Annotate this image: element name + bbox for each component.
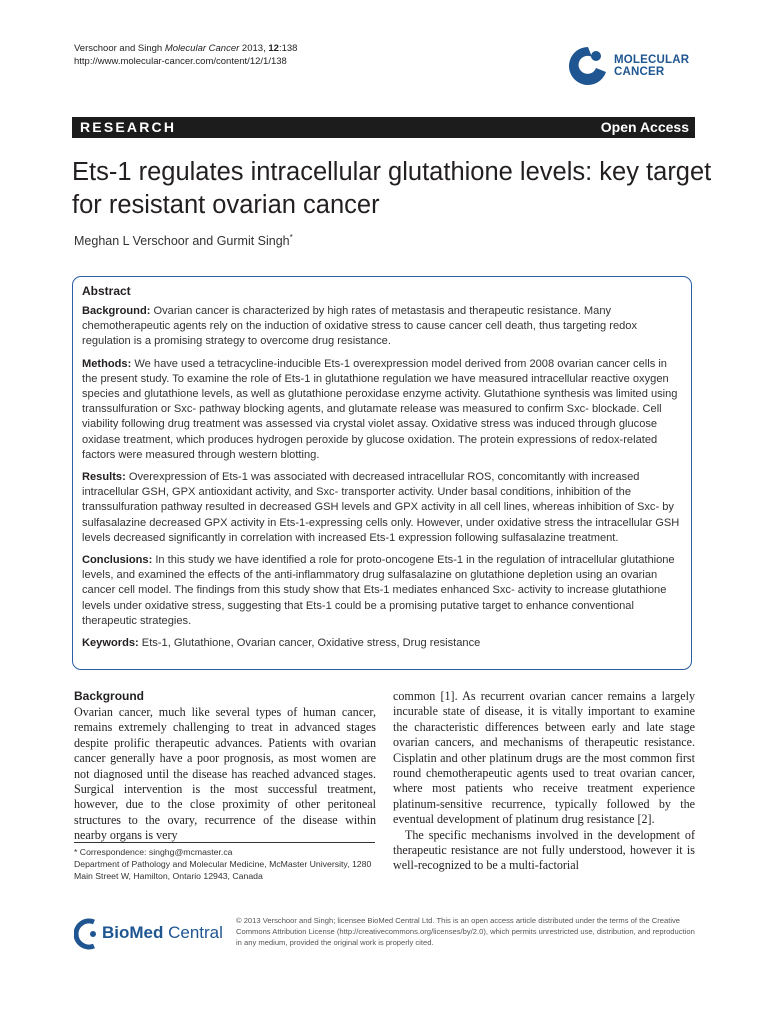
journal-name: Molecular Cancer (164, 43, 240, 54)
abstract-background (82, 304, 682, 350)
abstract-keywords (82, 636, 682, 651)
section-label: Keywords: (82, 637, 139, 650)
article-url[interactable]: http://www.molecular-cancer.com/content/12/1/138 (74, 56, 287, 67)
author-list (74, 233, 293, 248)
biomed-central-logo (74, 918, 224, 950)
correspondence-email[interactable]: * Correspondence: singhg@mcmaster.ca (74, 847, 233, 857)
abstract-results (82, 470, 682, 546)
abstract-methods (82, 357, 682, 463)
citation-year: 2013, (239, 43, 269, 54)
biomed-central-wordmark (102, 923, 223, 943)
background-heading-wrap (74, 689, 144, 704)
section-text: Overexpression of Ets-1 was associated with decreased intracellular ROS, concomitantly with increased intracellular GSH, GPX antioxidant activity, and Sxc- transporter activity. Under basal conditions, inhibition of the transsulfuration pathway resulted in decreased GSH levels and GPX activity in all cell lines, whereas inhibition of Sxc- by sulfasalazine decreased GPX activity in Ets-1-expressing cells only. However, under oxidative stress the intracellular GSH levels decreased significantly in correlation with increased Ets-1 expression following sulfasalazine treatment. (82, 471, 680, 544)
footnote (74, 846, 384, 882)
footnote-rule (74, 842, 375, 843)
logo-line-2: CANCER (614, 66, 665, 78)
author-affiliation: Department of Pathology and Molecular Medicine, McMaster University, 1280 Main Street W, Hamilton, Ontario 12943, Canada (74, 859, 372, 881)
section-text: Ovarian cancer is characterized by high rates of metastasis and therapeutic resistance. Many chemotherapeutic agents rely on the induction of oxidative stress to cause cancer cell death, thus targeting redox regulation is a promising strategy to overcome drug resistance. (82, 305, 638, 348)
body-paragraph: common [1]. As recurrent ovarian cancer remains a largely incurable state of disease, it is vitally important to examine the characteristic differences between early and late stage ovarian cancers, and mechanisms of therapeutic resistance. Cisplatin and other platinum drugs are the most common first round chemotherapeutic agents used to treat ovarian cancer, where most patients who receive treatment experience platinum-sensitive recurrence, typically followed by the eventual development of platinum drug resistance [2]. (393, 689, 695, 827)
abstract-heading: Abstract (82, 284, 131, 298)
section-label: Methods: (82, 357, 132, 370)
section-label: Results: (82, 471, 126, 484)
abstract-box (72, 276, 692, 670)
citation-volume: 12 (268, 43, 279, 54)
citation-authors: Verschoor and Singh (74, 43, 165, 54)
article-type-bar (72, 117, 695, 138)
molecular-cancer-logo (566, 44, 696, 88)
article-type-label: RESEARCH (80, 119, 177, 135)
wordmark-bold: BioMed (102, 923, 164, 942)
license-text: © 2013 Verschoor and Singh; licensee BioMed Central Ltd. This is an open access article distributed under the terms of the Creative Commons Attribution License (http://creativecommons.org/licenses/by/2.0), which permits unrestricted use, distribution, and reproduction in any medium, provided the original work is properly cited. (236, 916, 695, 947)
abstract-conclusions (82, 553, 682, 629)
corresponding-author-mark: * (289, 233, 293, 242)
citation-pages: :138 (278, 43, 298, 54)
body-column-left (74, 705, 376, 844)
section-text: In this study we have identified a role for proto-oncogene Ets-1 in the regulation of intracellular glutathione levels, and examined the effects of the anti-inflammatory drug sulfasalazine on glutathione depletion using an ovarian cancer cell model. The findings from this study show that Ets-1 mediates enhanced Sxc- activity to increase glutathione levels under oxidative stress, suggesting that Ets-1 could be a promising putative target to enhance conventional therapeutic strategies. (82, 554, 675, 627)
body-paragraph: The specific mechanisms involved in the development of therapeutic resistance are not fully understood, however it is well-recognized to be a multi-factorial (393, 827, 695, 873)
logo-text (614, 54, 689, 78)
citation-header (74, 42, 297, 68)
section-text: Ets-1, Glutathione, Ovarian cancer, Oxidative stress, Drug resistance (138, 637, 481, 650)
body-paragraph: Ovarian cancer, much like several types of human cancer, remains extremely challenging to treat in advanced stages despite prolific therapeutic advances. Patients with ovarian cancer generally have a poor prognosis, as most women are not diagnosed until the disease has reached advanced stages. Surgical intervention is the most successful treatment, however, due to the close proximity of other peritoneal structures to the ovary, recurrence of the disease within nearby organs is very (74, 705, 376, 843)
section-label: Conclusions: (82, 554, 153, 567)
logo-line-1: MOLECULAR (614, 54, 690, 66)
article-title: Ets-1 regulates intracellular glutathione levels: key target for resistant ovarian cancer (72, 158, 712, 219)
open-access-label: Open Access (600, 119, 689, 135)
author-names: Meghan L Verschoor and Gurmit Singh (74, 234, 290, 249)
background-heading: Background (74, 689, 145, 703)
biomed-central-logo-icon (74, 918, 100, 950)
molecular-cancer-logo-icon (566, 44, 610, 88)
section-text: We have used a tetracycline-inducible Ets-1 overexpression model derived from 2008 ovarian cancer cells in the present study. To examine the role of Ets-1 in glutathione regulation we have measured intracellular reactive oxygen species and glutathione levels, as well as glutathione peroxidase enzyme activity. Glutathione synthesis was limited using transsulfuration or Sxc- pathway blocking agents, and glutamate release was measured to confirm Sxc- blockade. Cell viability following drug treatment was assessed via crystal violet assay. Oxidative stress was induced through glucose oxidase treatment, which produces hydrogen peroxide by glucose oxidation. The protein expressions of redox-related factors were measured through western blotting. (82, 357, 678, 461)
section-label: Background: (82, 305, 151, 317)
citation-line (74, 42, 297, 55)
wordmark-regular: Central (163, 923, 223, 942)
body-column-right (393, 689, 695, 874)
